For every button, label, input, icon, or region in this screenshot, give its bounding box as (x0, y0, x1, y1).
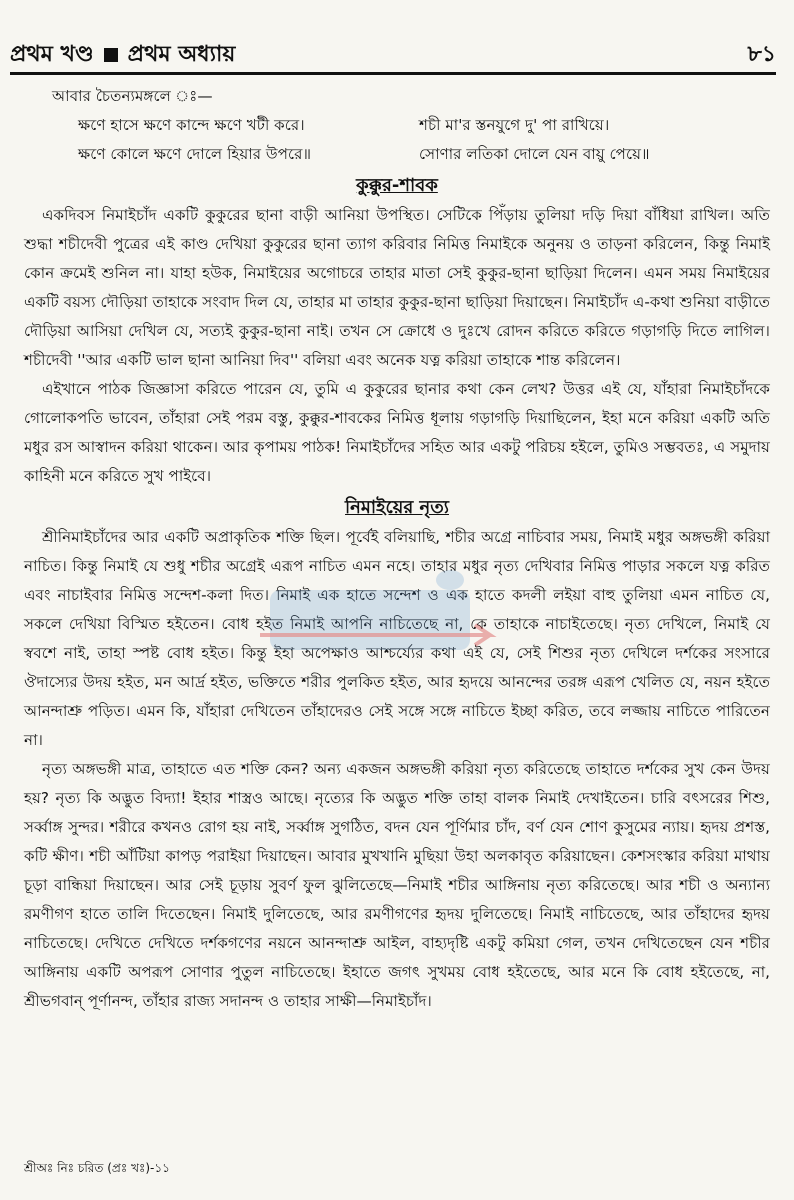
intro-line: আবার চৈতন্যমঙ্গলে ঃ— (52, 87, 213, 105)
paragraph: শ্রীনিমাইচাঁদের আর একটি অপ্রাকৃতিক শক্তি ছিল। পূর্বেই বলিয়াছি, শচীর অগ্রে নাচিবার সময়, নিমাই মধুর অঙ্গভঙ্গী করিয়া নাচিত। কিন্তু নিমাই যে শুধু শচীর অগ্রেই এরূপ নাচিত এমন নহে। তাহার মধুর নৃত্য দেখিবার নিমিত্ত পাড়ার সকলে যত্ন করিত এবং নাচাইবার নিমিত্ত সন্দেশ-কলা দিত। নিমাই এক হাতে সন্দেশ ও এক হাতে কদলী লইয়া বাহু তুলিয়া এমন নাচিত যে, সকলে দেখিয়া বিস্মিত হইতেন। বোধ হইত নিমাই আপনি নাচিতেছে না, কে তাহাকে নাচাইতেছে। নৃত্য দেখিলে, নিমাই যে স্ববশে নাই, তাহা স্পষ্ট বোধ হইত। কিন্তু ইহা অপেক্ষাও আশ্চর্য্যের কথা এই যে, সেই শিশুর নৃত্য দেখিলে দর্শকের সংসারে ঔদাস্যের উদয় হইত, মন আর্দ্র হইত, ভক্তিতে শরীর পুলকিত হইত, আর হৃদয়ে আনন্দের তরঙ্গ এরূপ খেলিত যে, নয়ন হইতে আনন্দাশ্রু পড়িত। এমন কি, যাঁহারা দেখিতেন তাঁহাদেরও সেই সঙ্গে সঙ্গে নাচিতে ইচ্ছা করিত, তবে লজ্জায় নাচিতে পারিতেন না। (24, 528, 770, 749)
paragraph: একদিবস নিমাইচাঁদ একটি কুকুরের ছানা বাড়ী আনিয়া উপস্থিত। সেটিকে পিঁড়ায় তুলিয়া দড়ি দিয়া বাঁধিয়া রাখিল। অতি শুদ্ধা শচীদেবী পুত্রের এই কাণ্ড দেখিয়া কুকুরের ছানা ত্যাগ করিবার নিমিত্ত নিমাইকে অনুনয় ও তাড়না করিলেন, কিন্তু নিমাই কোন ক্রমেই শুনিল না। যাহা হউক, নিমাইয়ের অগোচরে তাহার মাতা সেই কুকুর-ছানা ছাড়িয়া দিলেন। এমন সময় নিমাইয়ের একটি বয়স্য দৌড়িয়া তাহাকে সংবাদ দিল যে, তাহার মা তাহার কুকুর-ছানা ছাড়িয়া দিয়াছেন। নিমাইচাঁদ এ-কথা শুনিয়া বাড়ীতে দৌড়িয়া আসিয়া দেখিল যে, সত্যই কুকুর-ছানা নাই। তখন সে ক্রোধে ও দুঃখে রোদন করিতে করিতে গড়াগড়ি দিতে লাগিল। শচীদেবী ''আর একটি ভাল ছানা আনিয়া দিব'' বলিয়া এবং অনেক যত্ন করিয়া তাহাকে শান্ত করিলেন। (24, 206, 770, 369)
section-heading-dance: নিমাইয়ের নৃত্য (345, 497, 449, 518)
verse-line: ক্ষণে কোলে ক্ষণে দোলে হিয়ার উপরে॥ (78, 145, 312, 163)
section-heading-puppy: কুক্কুর-শাবক (356, 175, 438, 196)
page-body (24, 82, 770, 1016)
paragraph: এইখানে পাঠক জিজ্ঞাসা করিতে পারেন যে, তুমি এ কুকুরের ছানার কথা কেন লেখ? উত্তর এই যে, যাঁহারা নিমাইচাঁদকে গোলোকপতি ভাবেন, তাঁহারা সেই পরম বস্তু, কুক্কুর-শাবকের নিমিত্ত ধূলায় গড়াগড়ি দিয়াছিলেন, ইহা মনে করিয়া একটি অতি মধুর রস আস্বাদন করিয়া থাকেন। আর কৃপাময় পাঠক! নিমাইচাঁদের সহিত আর একটু পরিচয় হইলে, তুমিও সম্ভবতঃ, এ সমুদায় কাহিনী মনে করিতে সুখ পাইবে। (24, 380, 770, 485)
verse-line: ক্ষণে হাসে ক্ষণে কান্দে ক্ষণে খটী করে। (78, 116, 305, 134)
page-footer: শ্রীঅঃ নিঃ চরিত (প্রঃ খঃ)-১১ (24, 1161, 170, 1175)
chapter-title: প্রথম অধ্যায় (127, 41, 236, 67)
volume-title: প্রথম খণ্ড (10, 41, 94, 67)
page-number: ৮১ (747, 41, 776, 67)
page-header (10, 38, 776, 75)
verse-block (78, 111, 760, 169)
verse-line: শচী মা'র স্তনযুগে দু' পা রাখিয়ে। (419, 116, 610, 134)
verse-line: সোণার লতিকা দোলে যেন বায়ু পেয়ে॥ (419, 145, 650, 163)
paragraph: নৃত্য অঙ্গভঙ্গী মাত্র, তাহাতে এত শক্তি কেন? অন্য একজন অঙ্গভঙ্গী করিয়া নৃত্য করিতেছে তাহাতে দর্শকের সুখ কেন উদয় হয়? নৃত্য কি অদ্ভুত বিদ্যা! ইহার শাস্ত্রও আছে। নৃত্যের কি অদ্ভুত শক্তি তাহা বালক নিমাই দেখাইতেন। চারি বৎসরের শিশু, সর্ব্বাঙ্গ সুন্দর। শরীরে কখনও রোগ হয় নাই, সর্ব্বাঙ্গ সুগঠিত, বদন যেন পূর্ণিমার চাঁদ, বর্ণ যেন শোণ কুসুমের ন্যায়। হৃদয় প্রশস্ত, কটি ক্ষীণ। শচী আঁটিয়া কাপড় পরাইয়া দিয়াছেন। আবার মুখখানি মুছিয়া উহা অলকাবৃত করিয়াছেন। কেশসংস্কার করিয়া মাথায় চূড়া বান্ধিয়া দিয়াছেন। আর সেই চূড়ায় সুবর্ণ ফুল ঝুলিতেছে—নিমাই শচীর আঙ্গিনায় নৃত্য করিতেছে। আর শচী ও অন্যান্য রমণীগণ হাতে তালি দিতেছেন। নিমাই দুলিতেছে, আর রমণীগণের হৃদয় দুলিতেছে। নিমাই নাচিতেছে, আর তাঁহাদের হৃদয় নাচিতেছে। দেখিতে দেখিতে দর্শকগণের নয়নে আনন্দাশ্রু আইল, বাহ্যদৃষ্টি একটু কমিয়া গেল, তখন দেখিতেছেন যেন শচীর আঙ্গিনায় একটি অপরূপ সোণার পুতুল নাচিতেছে। ইহাতে জগৎ সুখময় বোধ হইতেছে, আর মনে কি বোধ হইতেছে, না, শ্রীভগবান্‌ পূর্ণানন্দ, তাঁহার রাজ্য সদানন্দ ও তাহার সাক্ষী—নিমাইচাঁদ। (24, 760, 770, 1010)
square-bullet-icon (104, 48, 118, 62)
